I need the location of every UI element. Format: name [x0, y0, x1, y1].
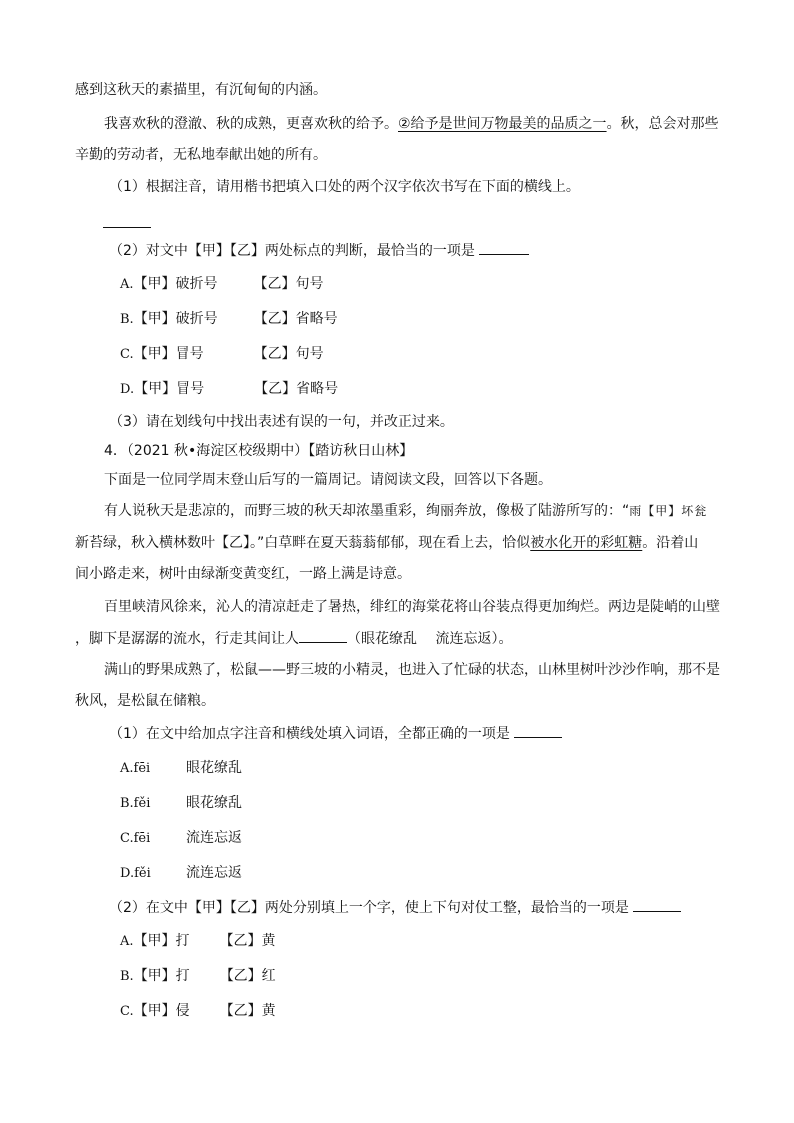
answer-blank[interactable]: [514, 723, 562, 738]
option-b[interactable]: B.【甲】打 【乙】红: [120, 968, 276, 984]
paragraph-line: 有人说秋天是悲凉的，而野三坡的秋天却浓墨重彩，绚丽奔放，像极了陆游所写的：“雨【甲】坏瓮: [104, 503, 708, 519]
answer-blank[interactable]: [633, 897, 681, 912]
option-a[interactable]: A.【甲】打 【乙】黄: [120, 933, 276, 949]
option-a[interactable]: A.【甲】破折号 【乙】句号: [120, 276, 324, 292]
option-b[interactable]: B.【甲】破折号 【乙】省略号: [120, 311, 338, 327]
option-a[interactable]: A.fēi 眼花缭乱: [120, 760, 242, 776]
paragraph-line: 辛勤的劳动者，无私地奉献出她的所有。: [75, 147, 327, 163]
paragraph-line: 百里峡清风徐来，沁人的清凉赶走了暑热，绯红的海棠花将山谷装点得更加绚烂。两边是陡峭的山壁: [104, 599, 720, 615]
question-4-sub1: （1）在文中给加点字注音和横线处填入词语，全都正确的一项是: [109, 723, 562, 744]
underlined-sentence: ②给予是世间万物最美的品质之一: [398, 116, 607, 132]
option-c[interactable]: C.fēi 流连忘返: [120, 830, 242, 846]
paragraph-line: 秋风，是松鼠在储粮。: [75, 693, 215, 709]
question-3-sub3: （3）请在划线句中找出表述有误的一句，并改正过来。: [109, 414, 454, 430]
option-c[interactable]: C.【甲】侵 【乙】黄: [120, 1003, 276, 1019]
paragraph-line: ，脚下是潺潺的流水，行走其间让人 （眼花缭乱 流连忘返）。: [75, 628, 512, 649]
answer-blank[interactable]: [299, 628, 347, 643]
question-4-title: 4．（2021 秋•海淀区校级期中）【踏访秋日山林】: [104, 443, 414, 459]
paragraph-line: 新苔绿，秋入横林数叶【乙】。”白草畔在夏天蓊蓊郁郁，现在看上去，恰似被水化开的彩虹糖。沿着山: [75, 535, 699, 551]
question-4-sub2: （2）在文中【甲】【乙】两处分别填上一个字，使上下句对仗工整，最恰当的一项是: [109, 897, 681, 918]
option-d[interactable]: D.【甲】冒号 【乙】省略号: [120, 381, 339, 397]
paragraph-line: 间小路走来，树叶由绿渐变黄变红，一路上满是诗意。: [75, 566, 411, 582]
answer-blank[interactable]: [479, 240, 529, 255]
answer-blank[interactable]: [103, 213, 151, 234]
option-b[interactable]: B.fěi 眼花缭乱: [120, 795, 242, 811]
question-3-sub1: （1）根据注音，请用楷书把填入口处的两个汉字依次书写在下面的横线上。: [109, 179, 580, 195]
paragraph-line: 我喜欢秋的澄澈、秋的成熟，更喜欢秋的给予。②给予是世间万物最美的品质之一。秋，总会对那些: [104, 116, 719, 132]
paragraph-line: 满山的野果成熟了，松鼠——野三坡的小精灵，也进入了忙碌的状态，山林里树叶沙沙作响，那不是: [104, 662, 720, 678]
question-3-sub2: （2）对文中【甲】【乙】两处标点的判断，最恰当的一项是: [109, 240, 529, 261]
paragraph-line: 感到这秋天的素描里，有沉甸甸的内涵。: [75, 82, 327, 98]
underlined-phrase: 被水化开的彩虹糖: [530, 535, 643, 551]
question-4-intro: 下面是一位同学周末登山后写的一篇周记。请阅读文段，回答以下各题。: [104, 472, 552, 488]
option-d[interactable]: D.fěi 流连忘返: [120, 865, 242, 881]
option-c[interactable]: C.【甲】冒号 【乙】句号: [120, 346, 324, 362]
